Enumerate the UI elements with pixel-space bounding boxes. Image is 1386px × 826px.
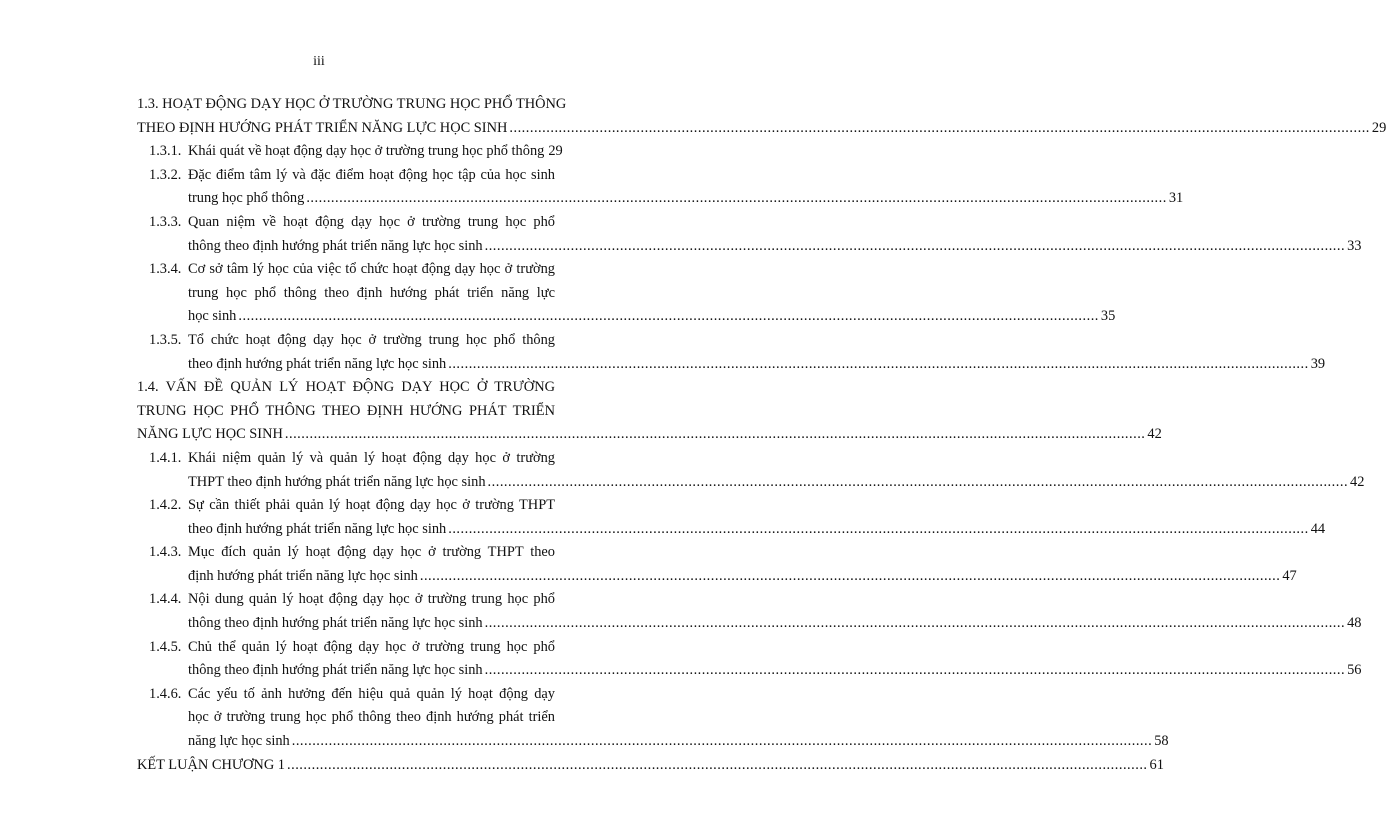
dot-leader: [448, 353, 1309, 377]
toc-entry-number: 1.3.2.: [149, 166, 182, 183]
toc-entry-number: 1.3.5.: [149, 331, 182, 348]
toc-entry-text: Quan niệm về hoạt động dạy học ở trường trung học phổ: [188, 213, 555, 230]
toc-entry-text: Khái niệm quản lý và quản lý hoạt động dạy học ở trường: [188, 449, 555, 466]
dot-leader: [306, 187, 1167, 211]
toc-entry-number: 1.4.2.: [149, 497, 182, 514]
toc-line: [137, 305, 1116, 329]
toc-entry-number: 1.3.3.: [149, 213, 182, 230]
toc-page-number: 48: [1347, 615, 1362, 632]
toc-entry-text: theo định hướng phát triển năng lực học sinh: [188, 355, 447, 372]
toc-page-number: 29: [1371, 119, 1386, 136]
toc-entry-text: Tổ chức hoạt động dạy học ở trường trung học phổ thông: [188, 331, 555, 348]
toc-subsection-entry[interactable]: [137, 683, 1169, 754]
toc-entry-number: 1.3.4.: [149, 261, 182, 278]
toc-page-number: 42: [1350, 473, 1365, 490]
toc-line: [137, 494, 555, 518]
toc-page-number: 61: [1149, 756, 1164, 773]
toc-subsection-entry[interactable]: [137, 164, 1184, 211]
toc-entry-text: định hướng phát triển năng lực học sinh: [188, 567, 418, 584]
toc-entry-number: 1.4.5.: [149, 638, 182, 655]
toc-line: [137, 447, 555, 471]
toc-section-entry[interactable]: [137, 376, 1162, 447]
toc-subsection-entry[interactable]: [137, 329, 1326, 376]
toc-entry-number: 1.4.1.: [149, 449, 182, 466]
toc-line: [137, 235, 1362, 259]
toc-page-number: 58: [1154, 733, 1169, 750]
toc-entry-text: trung học phổ thông: [188, 190, 305, 207]
toc-entry-number: 1.3.1.: [149, 143, 182, 160]
toc-line: [137, 329, 555, 353]
toc-subsection-entry[interactable]: [137, 636, 1362, 683]
toc-entry-number: 1.4.6.: [149, 685, 182, 702]
dot-leader: [238, 305, 1099, 329]
toc-line: [137, 518, 1326, 542]
toc-line: [137, 565, 1297, 589]
toc-line: [137, 376, 555, 400]
toc-entry-text: theo định hướng phát triển năng lực học sinh: [188, 520, 447, 537]
toc-entry-text: Nội dung quản lý hoạt động dạy học ở trường trung học phổ: [188, 591, 555, 608]
dot-leader: [488, 471, 1349, 495]
toc-line: [137, 211, 555, 235]
toc-page-number: 44: [1310, 520, 1326, 537]
page-number: iii: [313, 54, 325, 69]
toc-page-number: 56: [1347, 662, 1362, 679]
toc-page-number: 33: [1347, 237, 1362, 254]
toc-entry-text: 1.4. VẤN ĐỀ QUẢN LÝ HOẠT ĐỘNG DẠY HỌC Ở TRƯỜNG: [137, 379, 555, 396]
toc-entry-text: thông theo định hướng phát triển năng lực học sinh: [188, 615, 483, 632]
toc-line: [137, 541, 555, 565]
toc-line: [137, 636, 555, 660]
toc-subsection-entry[interactable]: [137, 494, 1326, 541]
toc-page-number: 42: [1147, 426, 1162, 443]
toc-page-number: 39: [1310, 355, 1326, 372]
toc-line: [137, 93, 567, 117]
toc-line: [137, 754, 1164, 778]
toc-entry-number: 1.4.3.: [149, 544, 182, 561]
toc-line: [137, 423, 1162, 447]
toc-subsection-entry[interactable]: [137, 447, 1365, 494]
toc-entry-text: năng lực học sinh: [188, 733, 290, 750]
toc-page-number: 29: [548, 143, 563, 160]
dot-leader: [287, 754, 1148, 778]
toc-entry-text: Các yếu tố ảnh hưởng đến hiệu quả quản lý hoạt động dạy: [188, 685, 555, 702]
toc-line: [137, 706, 555, 730]
toc-entry-text: THPT theo định hướng phát triển năng lực học sinh: [188, 473, 486, 490]
toc-section-entry[interactable]: [137, 754, 1164, 778]
toc-subsection-entry[interactable]: [137, 588, 1362, 635]
toc-line: [137, 659, 1362, 683]
toc-line: [137, 588, 555, 612]
toc-entry-text: THEO ĐỊNH HƯỚNG PHÁT TRIỂN NĂNG LỰC HỌC SINH: [137, 119, 508, 136]
toc-line: [137, 400, 555, 424]
toc-line: [137, 612, 1362, 636]
toc-entry-text: 1.3. HOẠT ĐỘNG DẠY HỌC Ở TRƯỜNG TRUNG HỌC PHỔ THÔNG: [137, 96, 567, 112]
toc-line: [137, 683, 555, 707]
toc-section-entry[interactable]: [137, 93, 1386, 140]
dot-leader: [420, 565, 1281, 589]
toc-entry-text: học ở trường trung học phổ thông theo định hướng phát triển: [188, 709, 555, 726]
toc-line: [137, 187, 1184, 211]
toc-entry-text: thông theo định hướng phát triển năng lực học sinh: [188, 662, 483, 679]
dot-leader: [485, 659, 1346, 683]
toc-entry-text: trung học phổ thông theo định hướng phát triển năng lực: [188, 284, 555, 301]
toc-entry-text: Mục đích quản lý hoạt động dạy học ở trường THPT theo: [188, 544, 555, 561]
toc-entry-text: TRUNG HỌC PHỔ THÔNG THEO ĐỊNH HƯỚNG PHÁT TRIỂN: [137, 402, 555, 419]
toc-line: [137, 730, 1169, 754]
toc-page-number: 31: [1168, 190, 1184, 207]
toc-entry-text: Cơ sở tâm lý học của việc tổ chức hoạt động dạy học ở trường: [188, 261, 555, 278]
dot-leader: [285, 423, 1146, 447]
dot-leader: [448, 518, 1309, 542]
toc-line: [137, 282, 555, 306]
dot-leader: [485, 612, 1346, 636]
toc-line: [137, 471, 1365, 495]
toc-subsection-entry[interactable]: [137, 140, 563, 164]
table-of-contents: [137, 93, 1386, 777]
toc-line: [137, 164, 555, 188]
dot-leader: [509, 117, 1370, 141]
toc-line: [137, 117, 1386, 141]
toc-entry-number: 1.4.4.: [149, 591, 182, 608]
toc-subsection-entry[interactable]: [137, 541, 1297, 588]
toc-entry-text: Khái quát về hoạt động dạy học ở trường trung học phổ thông: [188, 143, 545, 160]
toc-entry-text: thông theo định hướng phát triển năng lực học sinh: [188, 237, 483, 254]
toc-page-number: 35: [1100, 308, 1116, 325]
toc-line: [137, 353, 1326, 377]
toc-entry-text: học sinh: [188, 308, 237, 325]
toc-line: [137, 258, 555, 282]
toc-subsection-entry[interactable]: [137, 211, 1362, 258]
toc-page-number: 47: [1282, 567, 1297, 584]
dot-leader: [292, 730, 1153, 754]
toc-entry-text: Đặc điểm tâm lý và đặc điểm hoạt động học tập của học sinh: [188, 166, 555, 183]
toc-entry-text: NĂNG LỰC HỌC SINH: [137, 426, 283, 443]
toc-line: [137, 140, 563, 164]
toc-entry-text: Sự cần thiết phải quản lý hoạt động dạy học ở trường THPT: [188, 497, 555, 514]
toc-subsection-entry[interactable]: [137, 258, 1116, 329]
toc-entry-text: KẾT LUẬN CHƯƠNG 1: [137, 756, 286, 773]
dot-leader: [485, 235, 1346, 259]
toc-entry-text: Chủ thể quản lý hoạt động dạy học ở trường trung học phổ: [188, 638, 555, 655]
